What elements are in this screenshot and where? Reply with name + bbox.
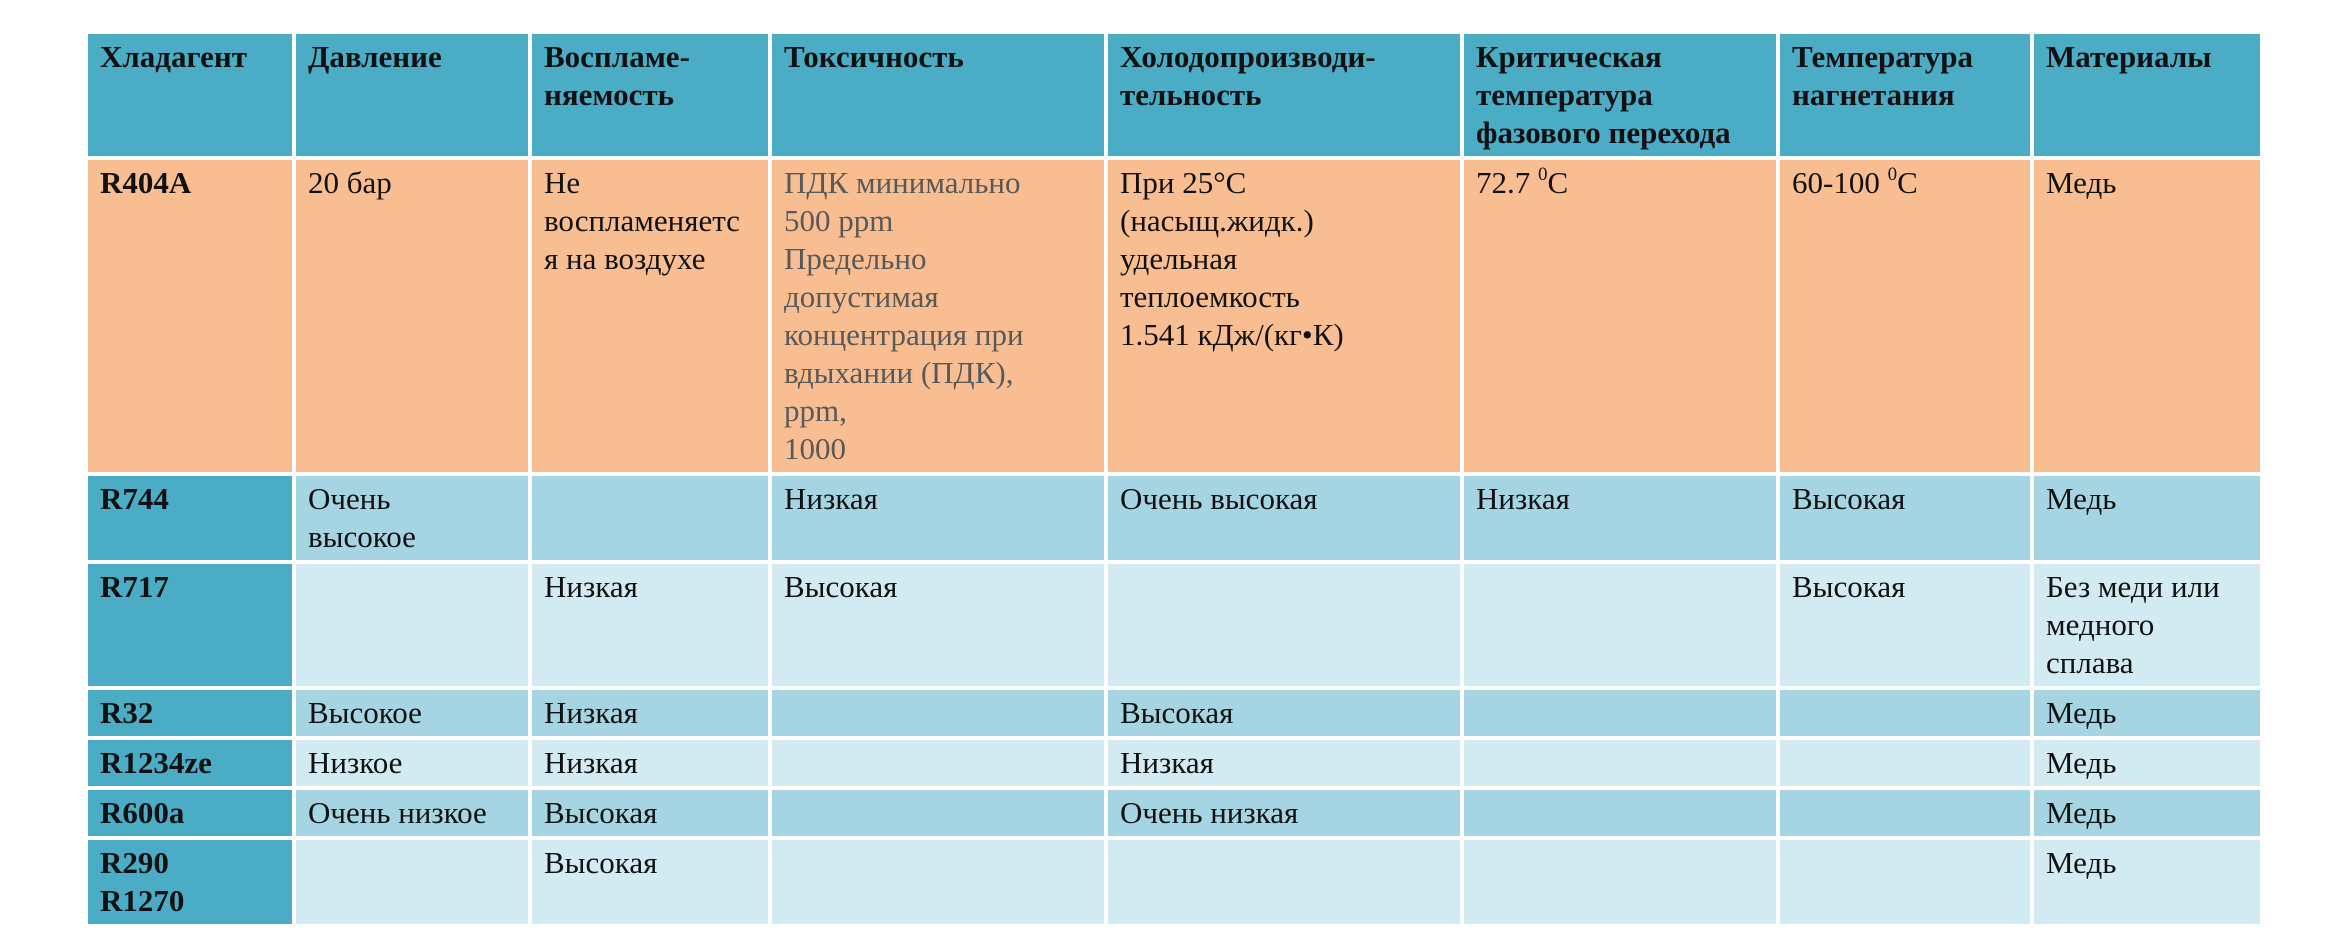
cell-materials	[2034, 476, 2260, 560]
cell-text-line: Высокая	[1792, 569, 1906, 604]
cell-pressure	[296, 160, 528, 472]
cell-text-line: Низкая	[1476, 481, 1570, 516]
cell-critical-temp	[1464, 160, 1776, 472]
cell-text-line: Высокое	[308, 695, 422, 730]
cell-toxicity	[772, 160, 1104, 472]
cell-text-line: сплава	[2046, 645, 2134, 680]
discharge-temp-value: 60-100	[1792, 165, 1888, 200]
cell-capacity	[1108, 476, 1460, 560]
header-toxicity	[772, 34, 1104, 156]
cell-text-line: Очень высокая	[1120, 481, 1318, 516]
cell-toxicity	[772, 790, 1104, 836]
cell-critical-temp	[1464, 790, 1776, 836]
table-row	[88, 690, 2260, 736]
table-row	[88, 160, 2260, 472]
cell-pressure	[296, 476, 528, 560]
cell-text-line: я на воздухе	[544, 241, 706, 276]
cell-text-line: Холодопроизводи-	[1120, 39, 1376, 74]
cell-text-line: (насыщ.жидк.)	[1120, 203, 1314, 238]
cell-text-line: Высокая	[544, 845, 658, 880]
cell-capacity	[1108, 690, 1460, 736]
cell-text-line: Очень низкое	[308, 795, 487, 830]
cell-text-line: Низкая	[1120, 745, 1214, 780]
cell-text-line: удельная	[1120, 241, 1238, 276]
cell-text-line: Без меди или	[2046, 569, 2220, 604]
cell-discharge-temp	[1780, 690, 2030, 736]
cell-text-line: Медь	[2046, 795, 2117, 830]
cell-refrigerant	[88, 160, 292, 472]
cell-flammability	[532, 690, 768, 736]
cell-capacity	[1108, 790, 1460, 836]
header-capacity	[1108, 34, 1460, 156]
cell-critical-temp	[1464, 740, 1776, 786]
refrigerant-comparison-table	[84, 30, 2264, 928]
cell-refrigerant	[88, 564, 292, 686]
cell-materials	[2034, 160, 2260, 472]
cell-flammability	[532, 840, 768, 924]
cell-text-line: Материалы	[2046, 39, 2212, 74]
cell-text-line: Не	[544, 165, 581, 200]
cell-refrigerant	[88, 840, 292, 924]
cell-text-line: ПДК минимально	[784, 165, 1021, 200]
cell-text-line: R1234ze	[100, 745, 212, 780]
cell-text-line: нагнетания	[1792, 77, 1955, 112]
cell-flammability	[532, 790, 768, 836]
cell-text-line: Медь	[2046, 165, 2117, 200]
cell-text-line: Медь	[2046, 481, 2117, 516]
cell-text-line: высокое	[308, 519, 416, 554]
critical-temp-unit: С	[1547, 165, 1569, 200]
cell-text-line: теплоемкость	[1120, 279, 1300, 314]
cell-refrigerant	[88, 740, 292, 786]
cell-text-line: R290	[100, 845, 169, 880]
cell-materials	[2034, 740, 2260, 786]
table-row	[88, 790, 2260, 836]
cell-text-line: 500 ppm	[784, 203, 894, 238]
cell-materials	[2034, 790, 2260, 836]
cell-text-line: 20 бар	[308, 165, 392, 200]
cell-materials	[2034, 840, 2260, 924]
table-row	[88, 476, 2260, 560]
cell-capacity	[1108, 160, 1460, 472]
cell-flammability	[532, 160, 768, 472]
cell-discharge-temp	[1780, 564, 2030, 686]
cell-text-line: R32	[100, 695, 154, 730]
cell-text-line: Медь	[2046, 845, 2117, 880]
header-pressure	[296, 34, 528, 156]
cell-text-line: Низкая	[544, 745, 638, 780]
cell-text-line: Давление	[308, 39, 442, 74]
cell-text-line: Предельно	[784, 241, 927, 276]
cell-critical-temp	[1464, 840, 1776, 924]
cell-capacity	[1108, 564, 1460, 686]
cell-text-line: Низкая	[544, 569, 638, 604]
cell-text-line: Высокая	[1120, 695, 1234, 730]
cell-text-line: медного	[2046, 607, 2155, 642]
cell-text-line: Низкое	[308, 745, 403, 780]
header-flammability	[532, 34, 768, 156]
cell-text-line: воспламеняетс	[544, 203, 740, 238]
cell-text-line: температура	[1476, 77, 1653, 112]
cell-flammability	[532, 564, 768, 686]
cell-refrigerant	[88, 476, 292, 560]
cell-toxicity	[772, 740, 1104, 786]
cell-refrigerant	[88, 790, 292, 836]
cell-text-line: Токсичность	[784, 39, 964, 74]
cell-pressure	[296, 740, 528, 786]
critical-temp-degree: 0	[1538, 163, 1548, 185]
discharge-temp-unit: С	[1897, 165, 1918, 200]
cell-refrigerant	[88, 690, 292, 736]
cell-text-line: Хладагент	[100, 39, 247, 74]
cell-text-line: R744	[100, 481, 169, 516]
cell-discharge-temp	[1780, 790, 2030, 836]
cell-critical-temp	[1464, 564, 1776, 686]
cell-flammability	[532, 740, 768, 786]
cell-discharge-temp	[1780, 160, 2030, 472]
cell-text-line: вдыхании (ПДК),	[784, 355, 1014, 390]
cell-toxicity	[772, 476, 1104, 560]
cell-text-line: ppm,	[784, 393, 847, 428]
cell-text-line: Медь	[2046, 695, 2117, 730]
cell-pressure	[296, 564, 528, 686]
cell-materials	[2034, 690, 2260, 736]
cell-text-line: Очень низкая	[1120, 795, 1299, 830]
cell-text-line: 1.541 кДж/(кг•К)	[1120, 317, 1344, 352]
cell-text-line: 1000	[784, 431, 846, 466]
header-discharge-temp	[1780, 34, 2030, 156]
cell-toxicity	[772, 840, 1104, 924]
table-row	[88, 740, 2260, 786]
cell-text-line: Медь	[2046, 745, 2117, 780]
cell-text-line: Очень	[308, 481, 391, 516]
cell-text-line: Низкая	[544, 695, 638, 730]
cell-text-line: Высокая	[1792, 481, 1906, 516]
cell-text-line: тельность	[1120, 77, 1262, 112]
discharge-temp-degree: 0	[1887, 163, 1898, 185]
cell-text-line: фазового перехода	[1476, 115, 1731, 150]
cell-text-line: R404A	[100, 165, 192, 200]
header-materials	[2034, 34, 2260, 156]
cell-text-line: R600a	[100, 795, 185, 830]
cell-critical-temp	[1464, 690, 1776, 736]
table-row	[88, 564, 2260, 686]
cell-critical-temp	[1464, 476, 1776, 560]
cell-text-line: R717	[100, 569, 169, 604]
table-row	[88, 840, 2260, 924]
cell-text-line: няемость	[544, 77, 674, 112]
cell-capacity	[1108, 840, 1460, 924]
cell-text-line: допустимая	[784, 279, 939, 314]
cell-pressure	[296, 840, 528, 924]
header-refrigerant	[88, 34, 292, 156]
header-critical-temp	[1464, 34, 1776, 156]
cell-capacity	[1108, 740, 1460, 786]
cell-pressure	[296, 690, 528, 736]
cell-toxicity	[772, 564, 1104, 686]
cell-toxicity	[772, 690, 1104, 736]
cell-text-line: Высокая	[784, 569, 898, 604]
cell-text-line: концентрация при	[784, 317, 1024, 352]
cell-text-line: Критическая	[1476, 39, 1662, 74]
cell-discharge-temp	[1780, 840, 2030, 924]
cell-text-line: Температура	[1792, 39, 1973, 74]
critical-temp-value: 72.7	[1476, 165, 1538, 200]
header-row	[88, 34, 2260, 156]
cell-text-line: R1270	[100, 883, 185, 918]
cell-discharge-temp	[1780, 740, 2030, 786]
cell-text-line: Высокая	[544, 795, 658, 830]
cell-materials	[2034, 564, 2260, 686]
cell-discharge-temp	[1780, 476, 2030, 560]
cell-pressure	[296, 790, 528, 836]
cell-text-line: При 25°С	[1120, 165, 1247, 200]
cell-text-line: Воспламе-	[544, 39, 690, 74]
cell-text-line: Низкая	[784, 481, 878, 516]
cell-flammability	[532, 476, 768, 560]
